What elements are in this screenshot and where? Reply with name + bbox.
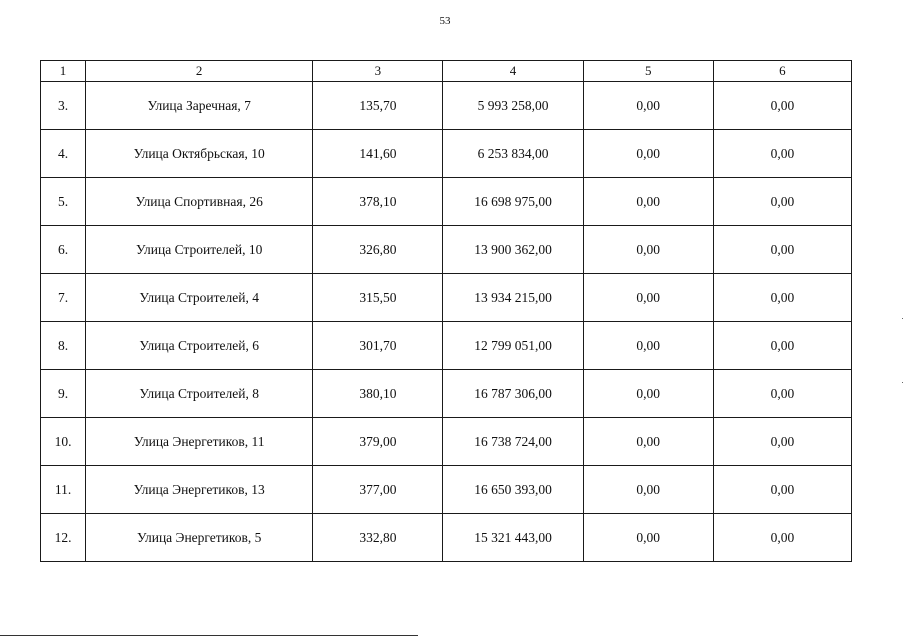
column-header: 3 — [313, 61, 443, 82]
cell-address: Улица Энергетиков, 13 — [86, 466, 313, 514]
table-body — [41, 82, 852, 562]
cell-number: 3. — [41, 82, 86, 130]
cell-col5: 0,00 — [583, 82, 713, 130]
cell-amount: 16 787 306,00 — [443, 370, 583, 418]
cell-area: 141,60 — [313, 130, 443, 178]
cell-col5: 0,00 — [583, 370, 713, 418]
cell-col5: 0,00 — [583, 418, 713, 466]
cell-number: 12. — [41, 514, 86, 562]
table-row — [41, 514, 852, 562]
column-header: 1 — [41, 61, 86, 82]
cell-col6: 0,00 — [713, 226, 851, 274]
cell-number: 7. — [41, 274, 86, 322]
cell-col6: 0,00 — [713, 82, 851, 130]
cell-area: 378,10 — [313, 178, 443, 226]
cell-number: 5. — [41, 178, 86, 226]
scan-speck — [902, 318, 903, 319]
cell-col6: 0,00 — [713, 418, 851, 466]
scan-speck — [902, 382, 903, 383]
cell-number: 8. — [41, 322, 86, 370]
cell-amount: 13 934 215,00 — [443, 274, 583, 322]
cell-number: 4. — [41, 130, 86, 178]
cell-amount: 16 698 975,00 — [443, 178, 583, 226]
footer-divider — [0, 635, 418, 636]
page-number: 53 — [439, 15, 451, 27]
table-row — [41, 226, 852, 274]
cell-amount: 6 253 834,00 — [443, 130, 583, 178]
cell-amount: 16 650 393,00 — [443, 466, 583, 514]
cell-col5: 0,00 — [583, 226, 713, 274]
table-row — [41, 274, 852, 322]
cell-col6: 0,00 — [713, 322, 851, 370]
table-row — [41, 466, 852, 514]
cell-area: 301,70 — [313, 322, 443, 370]
cell-area: 379,00 — [313, 418, 443, 466]
cell-col6: 0,00 — [713, 514, 851, 562]
cell-address: Улица Строителей, 10 — [86, 226, 313, 274]
cell-col5: 0,00 — [583, 514, 713, 562]
cell-col5: 0,00 — [583, 178, 713, 226]
cell-address: Улица Заречная, 7 — [86, 82, 313, 130]
table-row — [41, 178, 852, 226]
header-row — [41, 61, 852, 82]
cell-address: Улица Строителей, 8 — [86, 370, 313, 418]
column-header: 5 — [583, 61, 713, 82]
table-row — [41, 130, 852, 178]
cell-col6: 0,00 — [713, 178, 851, 226]
cell-col6: 0,00 — [713, 130, 851, 178]
cell-amount: 13 900 362,00 — [443, 226, 583, 274]
data-table — [40, 60, 852, 562]
cell-address: Улица Спортивная, 26 — [86, 178, 313, 226]
cell-amount: 16 738 724,00 — [443, 418, 583, 466]
cell-col5: 0,00 — [583, 274, 713, 322]
column-header: 2 — [86, 61, 313, 82]
table-row — [41, 418, 852, 466]
cell-address: Улица Энергетиков, 5 — [86, 514, 313, 562]
table-row — [41, 82, 852, 130]
cell-amount: 15 321 443,00 — [443, 514, 583, 562]
cell-address: Улица Октябрьская, 10 — [86, 130, 313, 178]
cell-col5: 0,00 — [583, 466, 713, 514]
cell-col5: 0,00 — [583, 322, 713, 370]
column-header: 4 — [443, 61, 583, 82]
cell-area: 135,70 — [313, 82, 443, 130]
cell-col6: 0,00 — [713, 370, 851, 418]
cell-col5: 0,00 — [583, 130, 713, 178]
table-row — [41, 370, 852, 418]
cell-number: 10. — [41, 418, 86, 466]
cell-number: 6. — [41, 226, 86, 274]
cell-area: 315,50 — [313, 274, 443, 322]
cell-col6: 0,00 — [713, 274, 851, 322]
cell-col6: 0,00 — [713, 466, 851, 514]
cell-address: Улица Строителей, 6 — [86, 322, 313, 370]
cell-area: 332,80 — [313, 514, 443, 562]
cell-address: Улица Энергетиков, 11 — [86, 418, 313, 466]
column-header: 6 — [713, 61, 851, 82]
cell-amount: 5 993 258,00 — [443, 82, 583, 130]
cell-area: 380,10 — [313, 370, 443, 418]
table-row — [41, 322, 852, 370]
cell-area: 326,80 — [313, 226, 443, 274]
cell-number: 9. — [41, 370, 86, 418]
cell-address: Улица Строителей, 4 — [86, 274, 313, 322]
cell-amount: 12 799 051,00 — [443, 322, 583, 370]
cell-number: 11. — [41, 466, 86, 514]
cell-area: 377,00 — [313, 466, 443, 514]
